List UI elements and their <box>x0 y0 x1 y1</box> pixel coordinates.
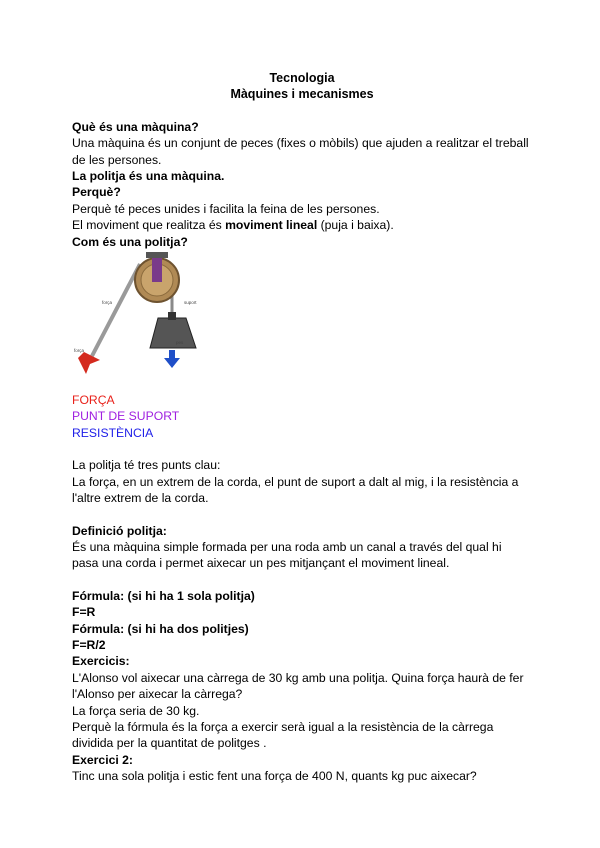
fig-label-support: suport <box>184 300 197 306</box>
definition-heading: Definició politja: <box>72 523 167 538</box>
formula1: F=R <box>72 605 96 620</box>
fig-label-resistance: pes <box>176 340 184 346</box>
exercise1-line2: l'Alonso per aixecar la càrrega? <box>72 687 243 702</box>
weight-block <box>150 318 196 348</box>
formula2-heading: Fórmula: (si hi ha dos politjes) <box>72 621 249 636</box>
exercise1-line1: L'Alonso vol aixecar una càrrega de 30 kg amb una politja. Quina força haurà de fer <box>72 670 524 685</box>
pulley-is-machine: La politja és una màquina. <box>72 169 225 184</box>
key-points-line2: l'altre extrem de la corda. <box>72 491 209 506</box>
pulley-figure <box>72 252 212 392</box>
question-how-pulley: Com és una politja? <box>72 234 188 249</box>
weight-hook <box>168 312 176 320</box>
fig-label-force: força <box>102 300 113 306</box>
exercise2-question: Tinc una sola politja i estic fent una força de 400 N, quants kg puc aixecar? <box>72 769 477 784</box>
exercises-heading: Exercicis: <box>72 654 130 669</box>
exercise1-explanation-line1: Perquè la fórmula és la força a exercir serà igual a la resistència de la càrrega <box>72 719 494 734</box>
machine-definition-line1: Una màquina és un conjunt de peces (fixes o mòbils) que ajuden a realitzar el treball <box>72 136 529 151</box>
force-arrow-icon <box>78 352 100 374</box>
support-top <box>146 252 168 258</box>
definition-line2: pasa una corda i permet aixecar un pes mitjançant el moviment lineal. <box>72 556 450 571</box>
exercise1-answer: La força seria de 30 kg. <box>72 703 200 718</box>
why-heading: Perquè? <box>72 185 121 200</box>
key-points-line1: La força, en un extrem de la corda, el punt de suport a dalt al mig, i la resistència a <box>72 474 519 489</box>
rope-left <box>92 264 140 356</box>
machine-definition-line2: de les persones. <box>72 152 162 167</box>
key-points-intro: La politja té tres punts clau: <box>72 458 221 473</box>
formula2: F=R/2 <box>72 637 106 652</box>
document-page <box>72 70 532 785</box>
formula1-heading: Fórmula: (si hi ha 1 sola politja) <box>72 588 255 603</box>
subject-title: Tecnologia <box>269 71 335 85</box>
movement-sentence: El moviment que realitza és moviment lineal (puja i baixa). <box>72 218 394 233</box>
fig-label-force-arrow: força <box>74 348 85 354</box>
legend-force: FORÇA <box>72 393 115 408</box>
pulley-illustration <box>72 252 212 387</box>
resistance-arrow-icon <box>164 358 180 368</box>
topic-title: Màquines i mecanismes <box>230 87 374 102</box>
question-machine: Què és una màquina? <box>72 119 199 134</box>
exercise1-explanation-line2: dividida per la quantitat de politges . <box>72 736 267 751</box>
why-answer: Perquè té peces unides i facilita la feina de les persones. <box>72 201 380 216</box>
legend-support: PUNT DE SUPORT <box>72 409 180 424</box>
legend-resistance: RESISTÈNCIA <box>72 425 154 440</box>
definition-line1: És una màquina simple formada per una roda amb un canal a través del qual hi <box>72 539 502 554</box>
exercise2-heading: Exercici 2: <box>72 752 133 767</box>
